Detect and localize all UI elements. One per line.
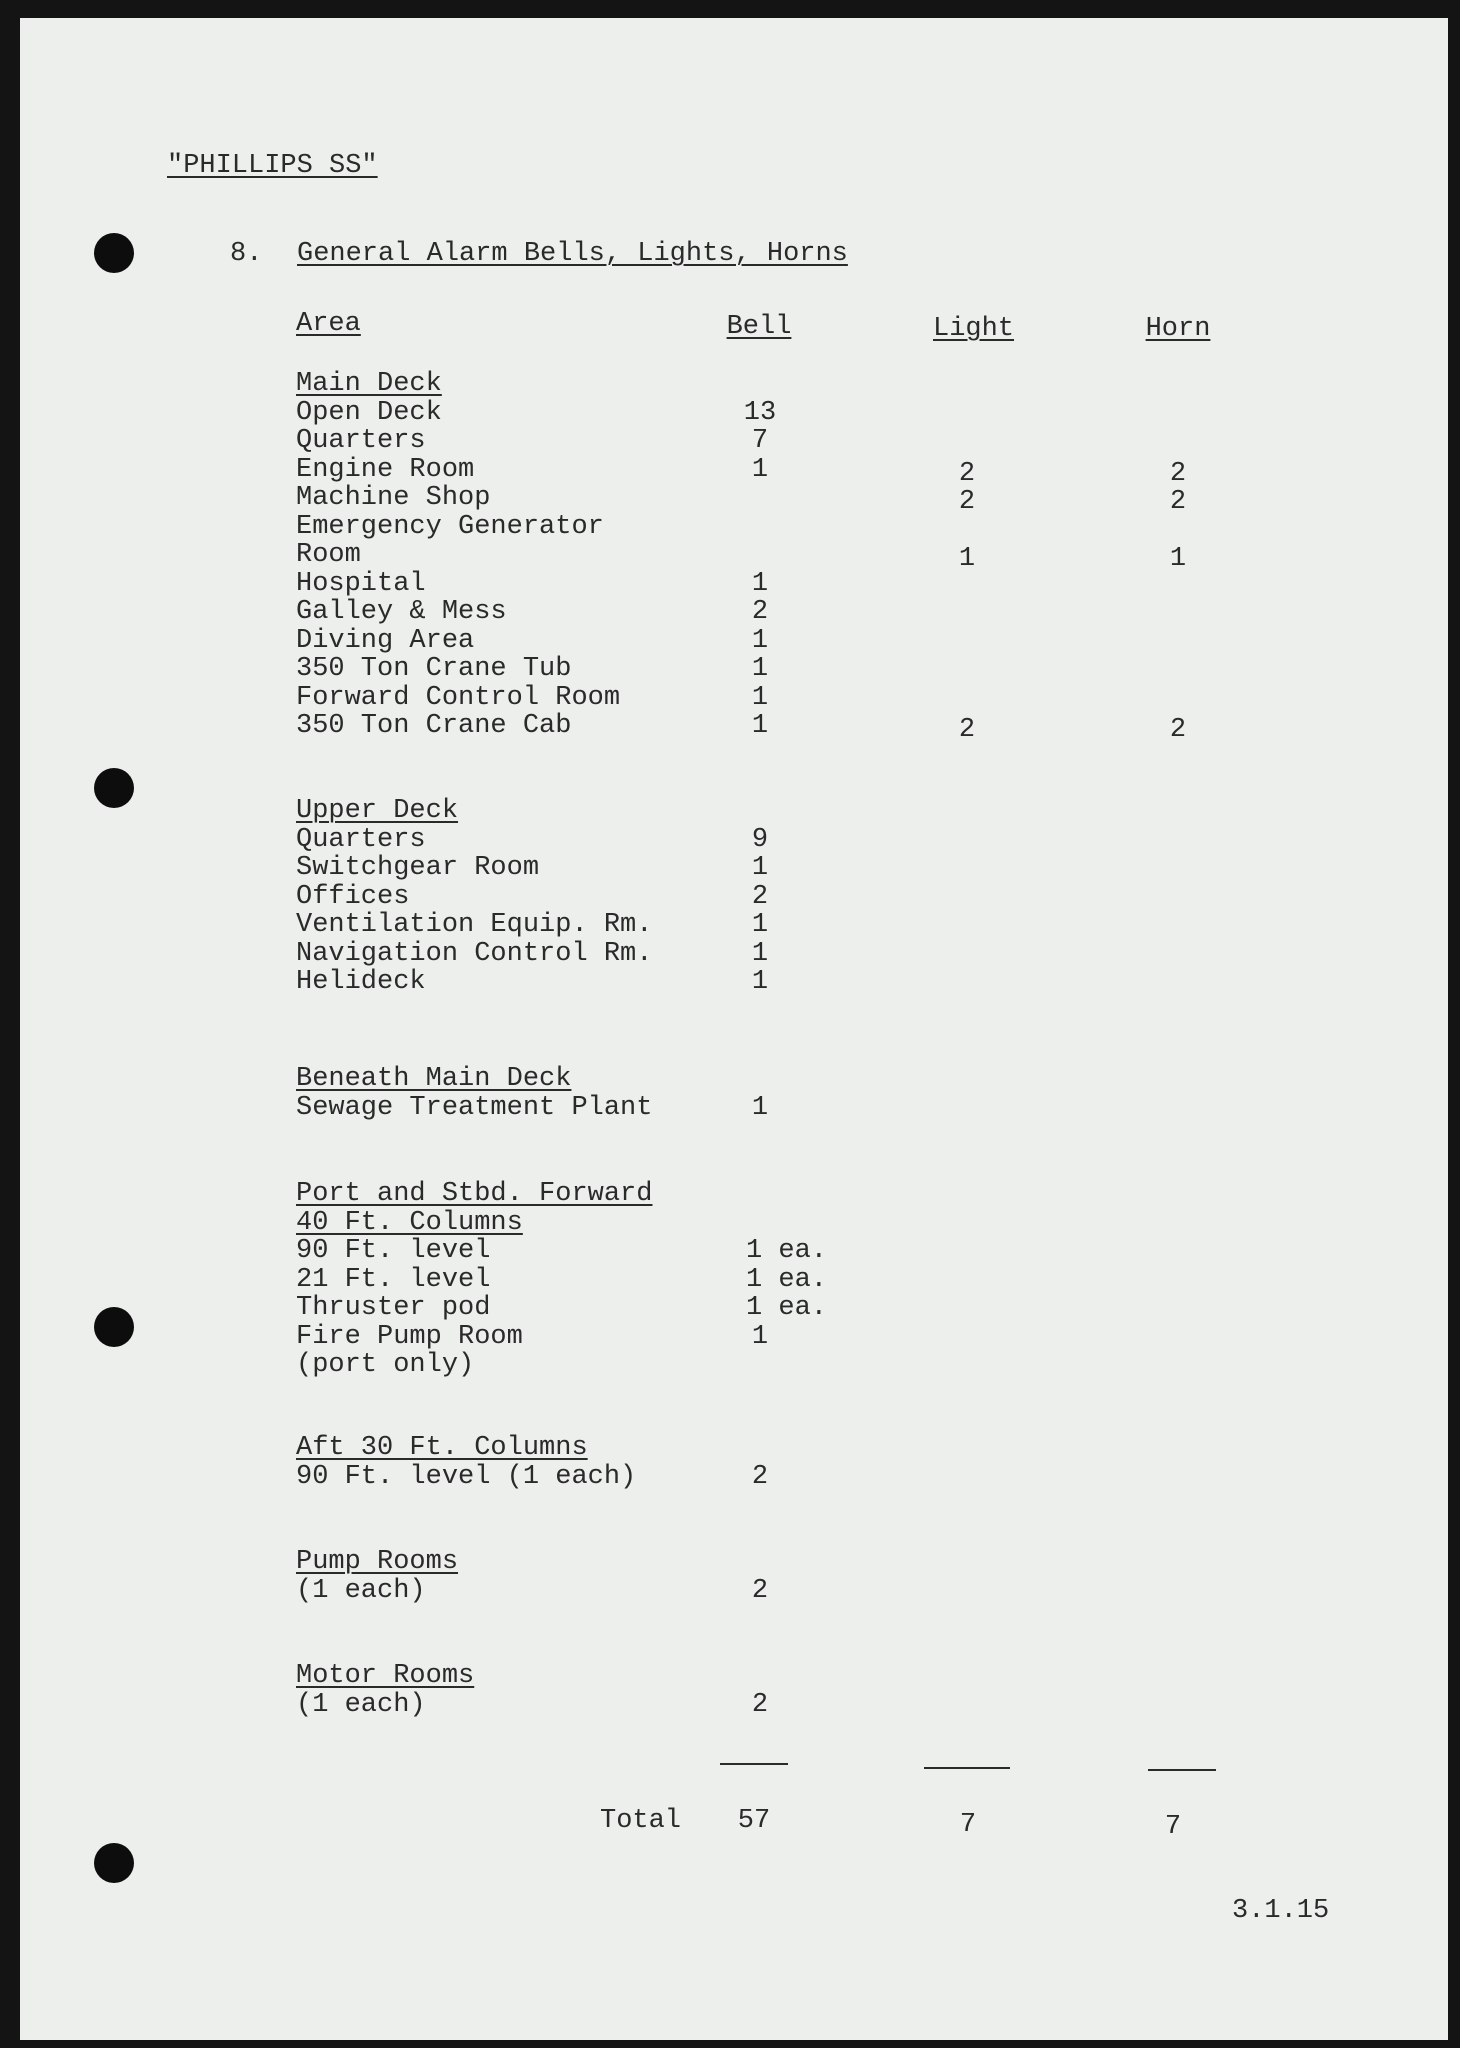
total-rule-light (924, 1767, 1010, 1769)
row-area: 90 Ft. level (1 each) (296, 1461, 637, 1492)
row-area: Galley & Mess (296, 597, 507, 627)
upper-deck-heading: Upper Deck (296, 796, 459, 826)
document-title: "PHILLIPS SS" (167, 151, 378, 181)
forward-columns-heading: Port and Stbd. Forward (296, 1179, 653, 1209)
row-area: Switchgear Room (296, 853, 540, 883)
row-area: 90 Ft. level (296, 1236, 491, 1266)
row-area: Helideck (296, 967, 426, 997)
forward-columns-heading: 40 Ft. Columns (296, 1207, 523, 1238)
row-bell: 2 (751, 1689, 769, 1720)
row-bell: 2 (751, 597, 769, 627)
total-rule-bell (720, 1763, 788, 1765)
pump-rooms-heading: Pump Rooms (296, 1547, 459, 1577)
row-bell: 13 (743, 397, 777, 428)
total-bell: 57 (737, 1806, 771, 1836)
row-area: Room (296, 540, 361, 570)
row-area: (port only) (296, 1350, 475, 1380)
main-deck-heading: Main Deck (296, 369, 442, 399)
row-area: Offices (296, 881, 410, 912)
row-bell: 1 (751, 682, 769, 713)
row-light: 2 (958, 487, 976, 517)
row-bell: 2 (751, 881, 769, 912)
row-bell: 1 (751, 938, 769, 969)
row-bell: 1 (751, 853, 769, 883)
row-horn: 2 (1169, 458, 1187, 489)
row-horn: 2 (1169, 715, 1187, 745)
row-area: Machine Shop (296, 483, 491, 513)
row-area: Navigation Control Rm. (296, 938, 653, 969)
row-bell: 1 ea. (746, 1264, 828, 1295)
row-area: 350 Ton Crane Cab (296, 711, 572, 741)
row-area: Sewage Treatment Plant (296, 1092, 653, 1123)
row-area: Diving Area (296, 625, 475, 656)
beneath-main-deck-heading: Beneath Main Deck (296, 1064, 572, 1094)
column-header-area: Area (296, 309, 361, 339)
row-bell: 1 (751, 711, 769, 741)
row-bell: 1 (751, 454, 769, 485)
column-header-bell: Bell (726, 312, 792, 342)
column-header-light: Light (933, 314, 1015, 344)
row-bell: 1 (751, 967, 769, 997)
row-area: Fire Pump Room (296, 1321, 523, 1352)
total-light: 7 (959, 1810, 977, 1840)
row-horn: 2 (1169, 487, 1187, 517)
row-area: 350 Ton Crane Tub (296, 654, 572, 684)
row-bell: 9 (751, 824, 769, 855)
row-area: Emergency Generator (296, 511, 604, 542)
row-area: (1 each) (296, 1575, 426, 1606)
row-bell: 1 (751, 654, 769, 684)
row-bell: 1 (751, 568, 769, 599)
total-horn: 7 (1164, 1812, 1182, 1842)
row-light: 1 (958, 544, 976, 574)
total-rule-horn (1148, 1769, 1216, 1771)
motor-rooms-heading: Motor Rooms (296, 1661, 475, 1691)
row-bell: 7 (751, 426, 769, 456)
document-page (20, 18, 1448, 2040)
row-bell: 1 (751, 1092, 769, 1123)
total-label: Total (600, 1806, 682, 1836)
row-area: (1 each) (296, 1689, 426, 1720)
row-bell: 1 (751, 625, 769, 656)
row-area: Quarters (296, 426, 426, 456)
row-area: Engine Room (296, 454, 475, 485)
row-horn: 1 (1169, 544, 1187, 574)
row-light: 2 (958, 715, 976, 745)
row-bell: 1 ea. (746, 1236, 828, 1266)
row-area: Thruster pod (296, 1293, 491, 1323)
punch-hole (94, 768, 134, 808)
row-area: Ventilation Equip. Rm. (296, 910, 653, 940)
row-area: 21 Ft. level (296, 1264, 491, 1295)
punch-hole (94, 233, 134, 273)
punch-hole (94, 1843, 134, 1883)
row-bell: 1 (751, 1321, 769, 1352)
row-area: Forward Control Room (296, 682, 621, 713)
row-light: 2 (958, 458, 976, 489)
row-bell: 2 (751, 1575, 769, 1606)
row-area: Hospital (296, 568, 426, 599)
row-area: Quarters (296, 824, 426, 855)
row-bell: 1 (751, 910, 769, 940)
row-bell: 2 (751, 1461, 769, 1492)
aft-columns-heading: Aft 30 Ft. Columns (296, 1433, 588, 1463)
row-bell: 1 ea. (746, 1293, 828, 1323)
page-number: 3.1.15 (1232, 1896, 1330, 1926)
section-heading: General Alarm Bells, Lights, Horns (297, 239, 848, 269)
row-area: Open Deck (296, 397, 442, 428)
column-header-horn: Horn (1145, 314, 1211, 344)
punch-hole (94, 1307, 134, 1347)
section-number: 8. (230, 239, 263, 269)
